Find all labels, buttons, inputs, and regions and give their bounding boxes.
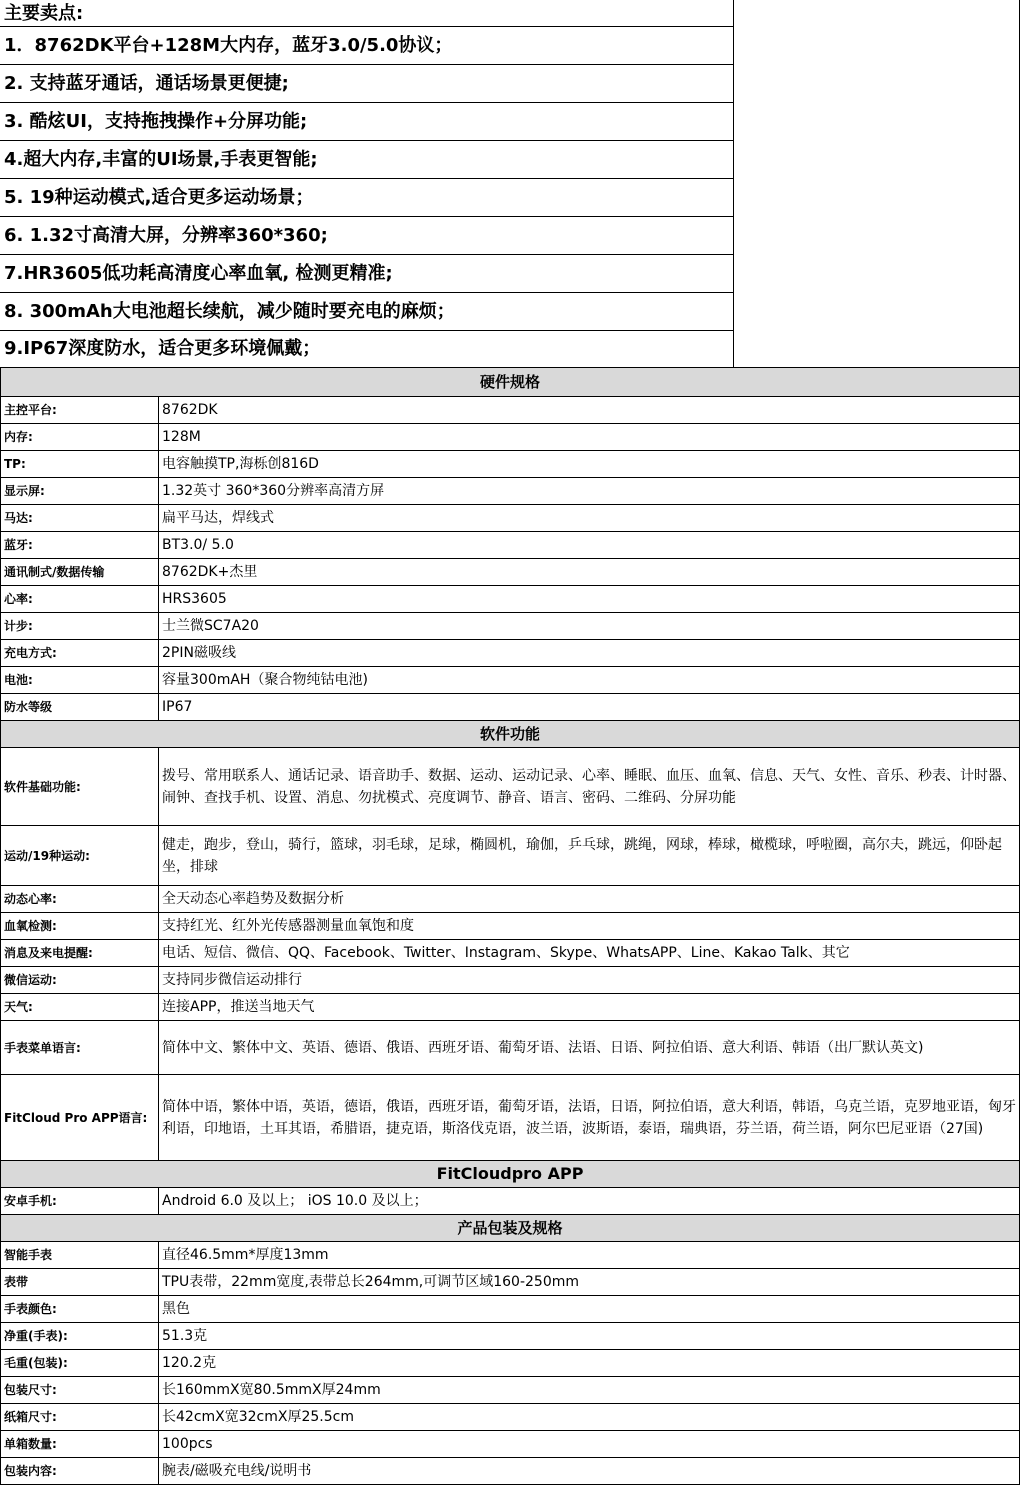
selling-point-2: 2. 支持蓝牙通话，通话场景更便捷; <box>0 65 733 103</box>
app-label: 安卓手机: <box>1 1188 159 1215</box>
hw-label: 通讯制式/数据传输 <box>1 559 159 586</box>
pkg-value: 直径46.5mm*厚度13mm <box>159 1242 1020 1269</box>
app-table <box>0 1160 1020 1215</box>
hw-value: 容量300mAH（聚合物纯钴电池) <box>159 667 1020 694</box>
sw-value: 简体中文、繁体中文、英语、德语、俄语、西班牙语、葡萄牙语、法语、日语、阿拉伯语、意大利语、韩语（出厂默认英文) <box>159 1021 1020 1075</box>
software-section-title: 软件功能 <box>1 721 1020 748</box>
sw-value: 健走，跑步，登山，骑行，篮球，羽毛球，足球，椭圆机，瑜伽，乒乓球，跳绳，网球，棒球，橄榄球，呼啦圈，高尔夫，跳远，仰卧起坐，排球 <box>159 826 1020 886</box>
hardware-table <box>0 367 1020 721</box>
hw-label: 主控平台: <box>1 397 159 424</box>
selling-point-6: 6. 1.32寸高清大屏，分辨率360*360; <box>0 217 733 255</box>
sw-label: FitCloud Pro APP语言: <box>1 1075 159 1161</box>
hw-label: 电池: <box>1 667 159 694</box>
package-table <box>0 1214 1020 1485</box>
sw-value: 简体中语，繁体中语，英语，德语，俄语，西班牙语，葡萄牙语，法语，日语，阿拉伯语，意大利语，韩语，乌克兰语，克罗地亚语，匈牙利语，印地语，土耳其语，希腊语，捷克语，斯洛伐克语，波兰语，波斯语，泰语，瑞典语，芬兰语，荷兰语，阿尔巴尼亚语（27国) <box>159 1075 1020 1161</box>
hw-value: BT3.0/ 5.0 <box>159 532 1020 559</box>
pkg-label: 智能手表 <box>1 1242 159 1269</box>
pkg-value: 黑色 <box>159 1296 1020 1323</box>
hw-value: 8762DK <box>159 397 1020 424</box>
product-image-area <box>733 0 1020 367</box>
hw-label: 蓝牙: <box>1 532 159 559</box>
pkg-value: 51.3克 <box>159 1323 1020 1350</box>
hw-value: 士兰微SC7A20 <box>159 613 1020 640</box>
selling-points-section <box>0 0 1020 367</box>
selling-point-3: 3. 酷炫UI，支持拖拽操作+分屏功能; <box>0 103 733 141</box>
hw-label: 马达: <box>1 505 159 532</box>
hw-label: 防水等级 <box>1 694 159 721</box>
pkg-value: 100pcs <box>159 1431 1020 1458</box>
pkg-label: 手表颜色: <box>1 1296 159 1323</box>
sw-label: 消息及来电提醒: <box>1 940 159 967</box>
hw-label: 内存: <box>1 424 159 451</box>
hw-label: TP: <box>1 451 159 478</box>
sw-value: 支持同步微信运动排行 <box>159 967 1020 994</box>
sw-label: 运动/19种运动: <box>1 826 159 886</box>
software-table <box>0 720 1020 1161</box>
selling-point-7: 7.HR3605低功耗高清度心率血氧, 检测更精准; <box>0 255 733 293</box>
package-section-title: 产品包装及规格 <box>1 1215 1020 1242</box>
pkg-label: 包装尺寸: <box>1 1377 159 1404</box>
hw-label: 充电方式: <box>1 640 159 667</box>
sw-label: 手表菜单语言: <box>1 1021 159 1075</box>
sw-label: 天气: <box>1 994 159 1021</box>
pkg-value: TPU表带，22mm宽度,表带总长264mm,可调节区域160-250mm <box>159 1269 1020 1296</box>
selling-point-8: 8. 300mAh大电池超长续航，减少随时要充电的麻烦； <box>0 293 733 331</box>
app-value: Android 6.0 及以上； iOS 10.0 及以上； <box>159 1188 1020 1215</box>
sw-label: 血氧检测: <box>1 913 159 940</box>
hw-value: 2PIN磁吸线 <box>159 640 1020 667</box>
pkg-label: 净重(手表): <box>1 1323 159 1350</box>
hardware-section-title: 硬件规格 <box>1 368 1020 397</box>
sw-value: 电话、短信、微信、QQ、Facebook、Twitter、Instagram、Skype、WhatsAPP、Line、Kakao Talk、其它 <box>159 940 1020 967</box>
selling-points-title: 主要卖点: <box>0 0 733 27</box>
pkg-label: 表带 <box>1 1269 159 1296</box>
hw-label: 计步: <box>1 613 159 640</box>
hw-value: 8762DK+杰里 <box>159 559 1020 586</box>
pkg-label: 包装内容: <box>1 1458 159 1485</box>
hw-label: 显示屏: <box>1 478 159 505</box>
sw-label: 动态心率: <box>1 886 159 913</box>
pkg-value: 长42cmX宽32cmX厚25.5cm <box>159 1404 1020 1431</box>
hw-value: 扁平马达，焊线式 <box>159 505 1020 532</box>
sw-value: 拨号、常用联系人、通话记录、语音助手、数据、运动、运动记录、心率、睡眠、血压、血氧、信息、天气、女性、音乐、秒表、计时器、闹钟、查找手机、设置、消息、勿扰模式、亮度调节、静音、语言、密码、二维码、分屏功能 <box>159 748 1020 826</box>
sw-value: 支持红光、红外光传感器测量血氧饱和度 <box>159 913 1020 940</box>
selling-point-5: 5. 19种运动模式,适合更多运动场景； <box>0 179 733 217</box>
selling-point-4: 4.超大内存,丰富的UI场景,手表更智能; <box>0 141 733 179</box>
pkg-value: 长160mmX宽80.5mmX厚24mm <box>159 1377 1020 1404</box>
sw-value: 连接APP，推送当地天气 <box>159 994 1020 1021</box>
selling-point-9: 9.IP67深度防水，适合更多环境佩戴； <box>4 338 321 359</box>
hw-value: IP67 <box>159 694 1020 721</box>
pkg-value: 腕表/磁吸充电线/说明书 <box>159 1458 1020 1485</box>
sw-value: 全天动态心率趋势及数据分析 <box>159 886 1020 913</box>
sw-label: 微信运动: <box>1 967 159 994</box>
hw-value: 电容触摸TP,海栎创816D <box>159 451 1020 478</box>
selling-point-1: 1．8762DK平台+128M大内存，蓝牙3.0/5.0协议； <box>0 27 733 65</box>
hw-label: 心率: <box>1 586 159 613</box>
hw-value: 128M <box>159 424 1020 451</box>
hw-value: HRS3605 <box>159 586 1020 613</box>
pkg-label: 单箱数量: <box>1 1431 159 1458</box>
sw-label: 软件基础功能: <box>1 748 159 826</box>
app-section-title: FitCloudpro APP <box>1 1161 1020 1188</box>
selling-points-list <box>0 0 734 367</box>
hw-value: 1.32英寸 360*360分辨率高清方屏 <box>159 478 1020 505</box>
pkg-label: 纸箱尺寸: <box>1 1404 159 1431</box>
pkg-label: 毛重(包装): <box>1 1350 159 1377</box>
pkg-value: 120.2克 <box>159 1350 1020 1377</box>
